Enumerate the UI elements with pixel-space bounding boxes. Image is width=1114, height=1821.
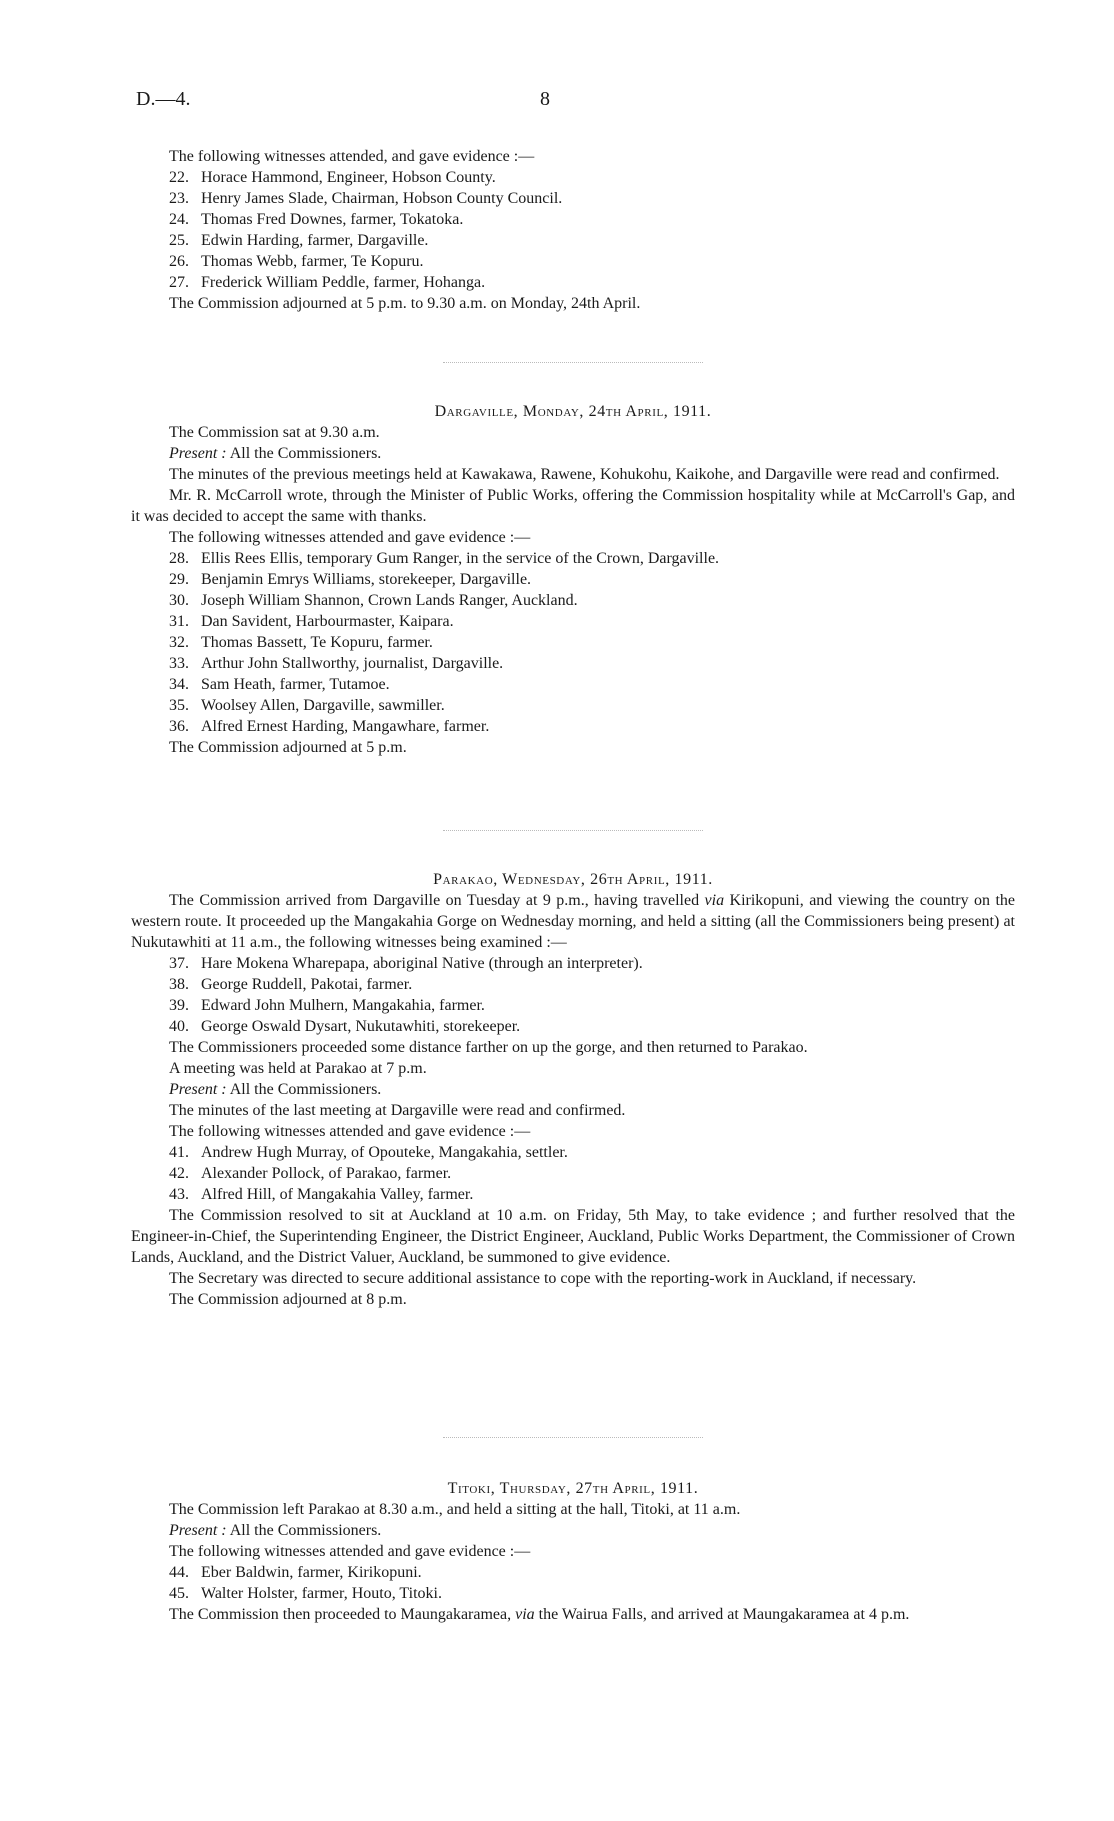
list-item: 23. Henry James Slade, Chairman, Hobson County Council.	[169, 190, 563, 207]
section-parakao	[131, 869, 1015, 1310]
section-heading: Dargaville, Monday, 24th April, 1911.	[434, 403, 712, 420]
present-line: Present : All the Commissioners.	[169, 1522, 382, 1539]
list-item: 26. Thomas Webb, farmer, Te Kopuru.	[169, 253, 424, 270]
witness-intro: The following witnesses attended and gave evidence :—	[169, 529, 531, 546]
document-reference: D.—4.	[136, 88, 191, 110]
list-item: 36. Alfred Ernest Harding, Mangawhare, farmer.	[169, 718, 490, 735]
divider	[131, 362, 1015, 364]
adjournment-note: The Commission adjourned at 5 p.m.	[169, 739, 407, 756]
section-heading: Titoki, Thursday, 27th April, 1911.	[447, 1480, 699, 1497]
list-item: 37. Hare Mokena Wharepapa, aboriginal Native (through an interpreter).	[169, 955, 643, 972]
resolution-paragraph: The Commission resolved to sit at Auckland at 10 a.m. on Friday, 5th May, to take evidence ; and further resolved that the Engineer-in-Chief, the Superintending Engineer, the District Engineer, Auckland, Public Works Department, the Commissioner of Crown Lands, Auckland, and the District Valuer, Auckland, be summoned to give evidence.	[131, 1207, 1015, 1266]
list-item: 24. Thomas Fred Downes, farmer, Tokatoka.	[169, 211, 464, 228]
list-item: 32. Thomas Bassett, Te Kopuru, farmer.	[169, 634, 433, 651]
meeting-note: A meeting was held at Parakao at 7 p.m.	[169, 1060, 427, 1077]
section-heading: Parakao, Wednesday, 26th April, 1911.	[433, 871, 713, 888]
list-item: 33. Arthur John Stallworthy, journalist, Dargaville.	[169, 655, 504, 672]
page-number: 8	[540, 88, 550, 110]
list-item: 43. Alfred Hill, of Mangakahia Valley, farmer.	[169, 1186, 474, 1203]
section-dargaville	[131, 401, 1015, 758]
list-item: 35. Woolsey Allen, Dargaville, sawmiller.	[169, 697, 445, 714]
minutes-paragraph: The minutes of the previous meetings held at Kawakawa, Rawene, Kohukohu, Kaikohe, and Dargaville were read and confirmed.	[169, 466, 1000, 483]
list-item: 38. George Ruddell, Pakotai, farmer.	[169, 976, 413, 993]
witness-intro: The following witnesses attended and gave evidence :—	[169, 1543, 531, 1560]
proceeded-note: The Commissioners proceeded some distance farther on up the gorge, and then returned to Parakao.	[169, 1039, 808, 1056]
secretary-paragraph: The Secretary was directed to secure additional assistance to cope with the reporting-work in Auckland, if necessary.	[169, 1270, 917, 1287]
travel-paragraph: The Commission then proceeded to Maungakaramea, via the Wairua Falls, and arrived at Maungakaramea at 4 p.m.	[169, 1606, 910, 1623]
witness-intro: The following witnesses attended and gave evidence :—	[169, 1123, 531, 1140]
list-item: 30. Joseph William Shannon, Crown Lands Ranger, Auckland.	[169, 592, 578, 609]
list-item: 25. Edwin Harding, farmer, Dargaville.	[169, 232, 429, 249]
list-item: 31. Dan Savident, Harbourmaster, Kaipara.	[169, 613, 454, 630]
list-item: 41. Andrew Hugh Murray, of Opouteke, Mangakahia, settler.	[169, 1144, 568, 1161]
list-item: 39. Edward John Mulhern, Mangakahia, farmer.	[169, 997, 485, 1014]
adjournment-note: The Commission adjourned at 5 p.m. to 9.30 a.m. on Monday, 24th April.	[169, 295, 641, 312]
sitting-note: The Commission left Parakao at 8.30 a.m., and held a sitting at the hall, Titoki, at 11 a.m.	[169, 1501, 741, 1518]
list-item: 42. Alexander Pollock, of Parakao, farmer.	[169, 1165, 452, 1182]
list-item: 22. Horace Hammond, Engineer, Hobson County.	[169, 169, 496, 186]
list-item: 27. Frederick William Peddle, farmer, Hohanga.	[169, 274, 486, 291]
sitting-note: The Commission sat at 9.30 a.m.	[169, 424, 380, 441]
section-titoki	[131, 1478, 1015, 1625]
present-line: Present : All the Commissioners.	[169, 1081, 382, 1098]
list-item: 45. Walter Holster, farmer, Houto, Titoki.	[169, 1585, 442, 1602]
section-hobson-witnesses	[131, 146, 1015, 314]
divider	[131, 1437, 1015, 1439]
letter-paragraph: Mr. R. McCarroll wrote, through the Minister of Public Works, offering the Commission hospitality while at McCarroll's Gap, and it was decided to accept the same with thanks.	[131, 487, 1015, 525]
list-item: 34. Sam Heath, farmer, Tutamoe.	[169, 676, 390, 693]
arrival-paragraph: The Commission arrived from Dargaville on Tuesday at 9 p.m., having travelled via Kirikopuni, and viewing the country on the western route. It proceeded up the Mangakahia Gorge on Wednesday morning, and held a sitting (all the Commissioners being present) at Nukutawhiti at 11 a.m., the following witnesses being examined :—	[131, 892, 1015, 951]
divider	[131, 830, 1015, 832]
present-line: Present : All the Commissioners.	[169, 445, 382, 462]
witness-intro: The following witnesses attended, and gave evidence :—	[169, 148, 535, 165]
list-item: 40. George Oswald Dysart, Nukutawhiti, storekeeper.	[169, 1018, 521, 1035]
list-item: 28. Ellis Rees Ellis, temporary Gum Ranger, in the service of the Crown, Dargaville.	[169, 550, 720, 567]
adjournment-note: The Commission adjourned at 8 p.m.	[169, 1291, 407, 1308]
minutes-note: The minutes of the last meeting at Dargaville were read and confirmed.	[169, 1102, 626, 1119]
list-item: 44. Eber Baldwin, farmer, Kirikopuni.	[169, 1564, 422, 1581]
list-item: 29. Benjamin Emrys Williams, storekeeper, Dargaville.	[169, 571, 532, 588]
